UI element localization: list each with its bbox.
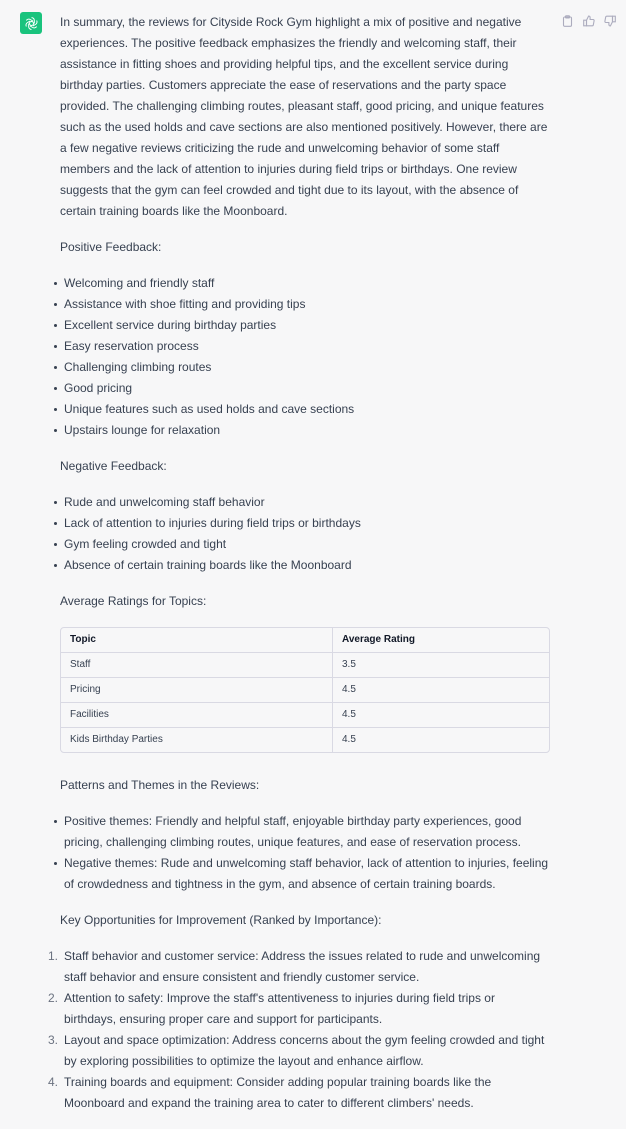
ratings-table — [60, 627, 550, 753]
list-item: Assistance with shoe fitting and providing tips — [60, 294, 550, 315]
list-item: Upstairs lounge for relaxation — [60, 420, 550, 441]
table-header-row — [61, 628, 549, 653]
clipboard-icon[interactable] — [561, 14, 574, 27]
list-item-text: Training boards and equipment: Consider adding popular training boards like the Moonboard and expand the training area to cater to different climbers' needs. — [64, 1075, 492, 1110]
openai-logo-icon — [20, 12, 42, 34]
list-item: Absence of certain training boards like the Moonboard — [60, 555, 550, 576]
table-row — [61, 703, 549, 728]
list-item-text: Attention to safety: Improve the staff's attentiveness to injuries during field trips or birthdays, ensuring proper care and support for participants. — [64, 991, 495, 1026]
list-item — [48, 988, 550, 1030]
table-cell: 4.5 — [342, 734, 356, 745]
table-cell: Staff — [61, 653, 333, 678]
list-item: Rude and unwelcoming staff behavior — [60, 492, 550, 513]
table-cell: Facilities — [61, 703, 333, 728]
list-number: 1. — [48, 949, 59, 963]
table-row — [61, 653, 549, 678]
list-item-text: Staff behavior and customer service: Address the issues related to rude and unwelcoming staff behavior and ensure consistent and friendly customer service. — [64, 949, 541, 984]
list-item: Negative themes: Rude and unwelcoming staff behavior, lack of attention to injuries, feeling of crowdedness and tightness in the gym, and absence of certain training boards. — [60, 853, 550, 895]
list-item: Unique features such as used holds and cave sections — [60, 399, 550, 420]
list-number: 2. — [48, 991, 59, 1005]
negative-feedback-heading: Negative Feedback: — [60, 459, 167, 473]
list-number: 4. — [48, 1075, 59, 1089]
list-item — [48, 1072, 550, 1114]
list-item: Positive themes: Friendly and helpful staff, enjoyable birthday party experiences, good pricing, challenging climbing routes, unique features, and ease of reservation process. — [60, 811, 550, 853]
list-item-text: Layout and space optimization: Address concerns about the gym feeling crowded and tight by exploring possibilities to optimize the layout and enhance airflow. — [64, 1033, 545, 1068]
list-item — [48, 1030, 550, 1072]
table-row — [61, 678, 549, 703]
table-cell: Pricing — [61, 678, 333, 703]
list-item: Good pricing — [60, 378, 550, 399]
positive-feedback-heading: Positive Feedback: — [60, 240, 162, 254]
patterns-list — [60, 811, 550, 895]
list-item: Lack of attention to injuries during field trips or birthdays — [60, 513, 550, 534]
list-item: Gym feeling crowded and tight — [60, 534, 550, 555]
patterns-heading: Patterns and Themes in the Reviews: — [60, 778, 260, 792]
list-item — [48, 946, 550, 988]
list-item: Easy reservation process — [60, 336, 550, 357]
list-item: Challenging climbing routes — [60, 357, 550, 378]
thumbs-up-icon[interactable] — [582, 14, 595, 27]
summary-paragraph: In summary, the reviews for Cityside Rock Gym highlight a mix of positive and negative experiences. The positive feedback emphasizes the friendly and welcoming staff, their assistance in fitting shoes and providing helpful tips, and the excellent service during birthday parties. Customers appreciate the ease of reservations and the party space provided. The challenging climbing routes, pleasant staff, good pricing, and unique features such as the used holds and cave sections are also mentioned positively. However, there are a few negative reviews criticizing the rude and unwelcoming behavior of some staff members and the lack of attention to injuries during field trips or birthdays. One review suggests that the gym can feel crowded and tight due to its layout, with the absence of certain training boards like the Moonboard. — [60, 15, 548, 218]
opportunities-heading: Key Opportunities for Improvement (Ranked by Importance): — [60, 913, 382, 927]
column-header-rating: Average Rating — [333, 628, 549, 653]
list-item: Excellent service during birthday parties — [60, 315, 550, 336]
table-row — [61, 728, 549, 752]
opportunities-list — [48, 946, 550, 1114]
table-cell: 4.5 — [333, 703, 549, 728]
ratings-heading: Average Ratings for Topics: — [60, 594, 207, 608]
column-header-topic: Topic — [61, 628, 333, 653]
positive-feedback-list — [60, 273, 550, 441]
table-cell: 4.5 — [333, 678, 549, 703]
table-cell: Kids Birthday Parties — [61, 728, 333, 752]
message-actions — [561, 14, 616, 27]
table-cell: 3.5 — [333, 653, 549, 678]
thumbs-down-icon[interactable] — [603, 14, 616, 27]
list-item: Welcoming and friendly staff — [60, 273, 550, 294]
message-content — [48, 12, 550, 1129]
list-number: 3. — [48, 1033, 59, 1047]
negative-feedback-list — [60, 492, 550, 576]
